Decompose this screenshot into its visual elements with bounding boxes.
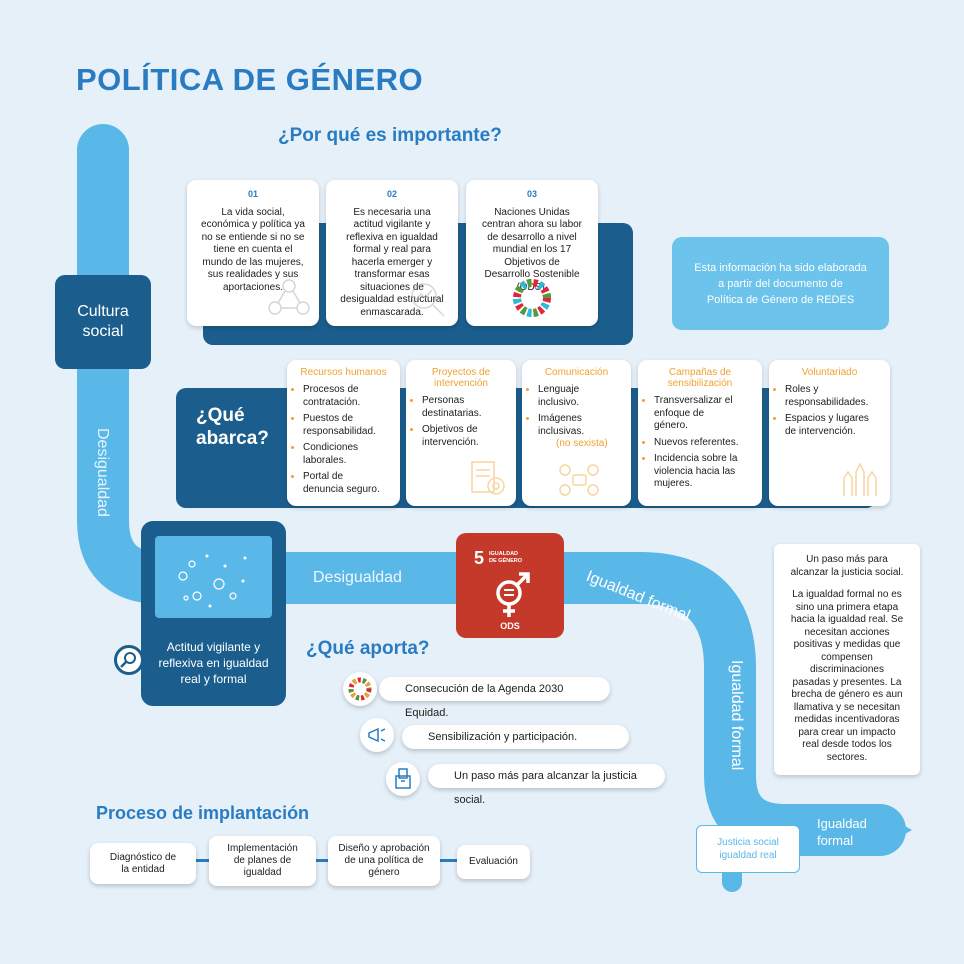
magnifier-chart-icon xyxy=(406,278,450,318)
why-card-text: Naciones Unidas centran ahora su labor de desarrollo a nivel mundial en los 17 Objetivos de Desarrollo Sostenible (ODS). xyxy=(481,206,583,293)
why-card-number: 03 xyxy=(526,189,537,199)
process-heading: Proceso de implantación xyxy=(96,803,310,823)
justicia-box: Justicia social igualdad real xyxy=(696,825,800,873)
actitud-text: Actitud vigilante y reflexiva en igualdad real y formal xyxy=(158,640,269,686)
scope-item: • Roles y responsabilidades. xyxy=(785,384,884,409)
aporta-heading: ¿Qué aporta? xyxy=(306,638,430,659)
scope-card-title: Comunicación xyxy=(544,367,609,378)
scope-item: • Procesos de contratación. xyxy=(303,384,394,409)
scope-item: • Portal de denuncia seguro. xyxy=(303,471,394,496)
page-title: POLÍTICA DE GÉNERO xyxy=(76,62,424,97)
road-label-igualdad-formal-arrow: Igualdad formal xyxy=(817,816,867,848)
search-icon xyxy=(114,645,144,675)
actitud-box xyxy=(141,521,286,706)
scope-item: • Transversalizar el enfoque de género. xyxy=(654,395,756,433)
aporta-item: Sensibilización y participación. xyxy=(402,725,629,749)
side-text-p1: Un paso más para alcanzar la justicia social. xyxy=(790,554,904,578)
road-label-desigualdad-vertical: Desigualdad xyxy=(94,428,111,517)
process-step-4: Evaluación xyxy=(457,845,530,879)
why-card-text: Es necesaria una actitud vigilante y reflexiva en igualdad formal y real para hacerla emerger y transformar esas situaciones de desigualdad estructural enmascarada. xyxy=(340,206,444,318)
info-box: Esta información ha sido elaborada a partir del documento de Política de Género de REDES xyxy=(672,237,889,330)
process-step-3: Diseño y aprobación de una política de género xyxy=(328,836,440,886)
scope-card-title: Campañas de sensibilización xyxy=(667,367,733,389)
scope-item: • Nuevos referentes. xyxy=(654,437,756,450)
sdg-wheel-icon xyxy=(512,278,552,318)
raised-hands-icon xyxy=(838,458,882,498)
road-label-igualdad-formal-vertical: Igualdad formal xyxy=(728,660,745,771)
scope-heading: ¿Qué abarca? xyxy=(196,405,269,449)
gender-equality-icon xyxy=(491,571,531,619)
scope-note: (no sexista) xyxy=(556,438,608,449)
aporta-item: Consecución de la Agenda 2030 Equidad. xyxy=(379,677,610,701)
scope-card-rrhh xyxy=(287,360,400,506)
scope-card-comunicacion xyxy=(522,360,631,506)
screen-icon xyxy=(155,536,272,618)
scope-item: • Puestos de responsabilidad. xyxy=(303,413,394,438)
why-card-3 xyxy=(466,180,598,326)
process-step-2: Implementación de planes de igualdad xyxy=(209,836,316,886)
ods-number: 5 xyxy=(474,548,485,568)
why-heading: ¿Por qué es importante? xyxy=(278,125,502,146)
scope-card-voluntariado xyxy=(769,360,890,506)
scope-card-title: Voluntariado xyxy=(801,367,858,378)
sparkle-dots-icon xyxy=(155,536,272,618)
why-card-2 xyxy=(326,180,458,326)
road-label-desigualdad: Desigualdad xyxy=(313,569,402,586)
why-card-text: La vida social, económica y política ya no se entiende si no se tiene en cuenta el mundo de las mujeres, sus realidades y sus aportaciones. xyxy=(201,206,305,293)
scope-item: • Condiciones laborales. xyxy=(303,442,394,467)
scope-item: • Incidencia sobre la violencia hacia las mujeres. xyxy=(654,453,756,491)
ods-footer: ODS xyxy=(500,621,520,631)
scope-item: • Lenguaje inclusivo. xyxy=(538,384,625,409)
scope-card-title: Recursos humanos xyxy=(300,367,387,378)
scope-item: • Personas destinatarias. xyxy=(422,395,510,420)
megaphone-icon xyxy=(360,718,394,752)
aporta-item: Un paso más para alcanzar la justicia social. xyxy=(428,764,665,788)
people-chat-icon xyxy=(557,462,601,498)
scope-item: • Objetivos de intervención. xyxy=(422,424,510,449)
document-target-icon xyxy=(468,458,508,498)
ods-goal-5-badge xyxy=(456,533,564,638)
why-card-1 xyxy=(187,180,319,326)
scope-item: • Imágenes inclusivas. xyxy=(538,413,625,438)
scope-card-title: Proyectos de intervención xyxy=(431,367,491,389)
ods-label: IGUALDAD DE GÉNERO xyxy=(489,551,523,564)
people-network-icon xyxy=(267,278,311,318)
side-text-p2: La igualdad formal no es sino una primera etapa hacia la igualdad real. Se necesitan acciones positivas y medidas que compensen discriminaciones pasadas y presentes. La brecha de género es aun llamativa y se necesitan medidas incentivadoras para crear un impacto real desde todos los sectores. xyxy=(790,589,904,763)
side-text-card xyxy=(774,544,920,775)
sdg-wheel-icon xyxy=(343,672,377,706)
ballot-box-icon xyxy=(386,762,420,796)
cultura-social-box: Cultura social xyxy=(55,275,151,369)
scope-item: • Espacios y lugares de intervención. xyxy=(785,413,884,438)
why-card-number: 02 xyxy=(386,189,397,199)
scope-card-proyectos xyxy=(406,360,516,506)
road-label-igualdad-formal-curve: Igualdad formal xyxy=(583,568,693,626)
scope-card-campanas xyxy=(638,360,762,506)
why-card-number: 01 xyxy=(247,189,258,199)
process-step-1: Diagnóstico de la entidad xyxy=(90,843,196,884)
